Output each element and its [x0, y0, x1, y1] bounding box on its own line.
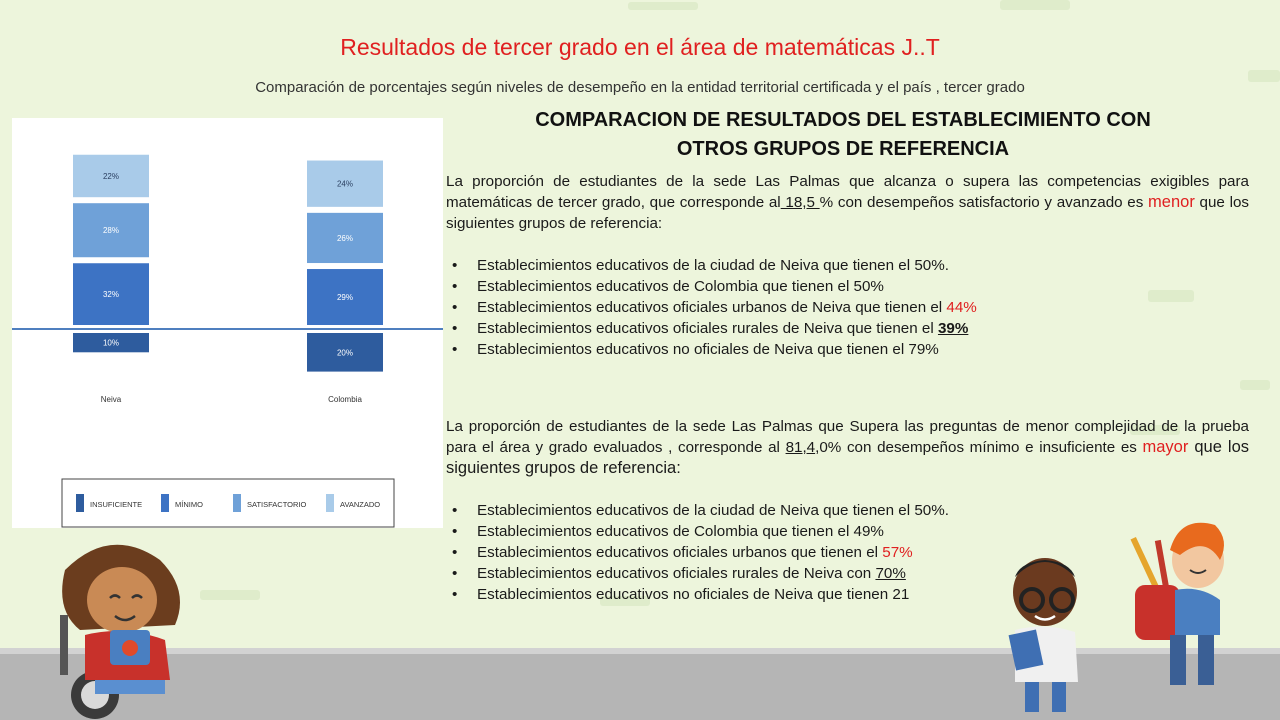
legend-swatch	[161, 494, 169, 512]
list-item	[446, 339, 1249, 360]
paragraph-1-keyword: menor	[1148, 193, 1195, 211]
bar-data-label: 26%	[336, 233, 354, 243]
paragraph-2	[446, 416, 1249, 479]
bar-data-label: 10%	[102, 338, 120, 348]
background-dash	[1240, 380, 1270, 390]
legend-label: AVANZADO	[340, 500, 381, 509]
bar-data-label: 28%	[102, 226, 120, 236]
legend-swatch	[326, 494, 334, 512]
paragraph-1-text-b: % con desempeños satisfactorio y avanzado es	[819, 194, 1149, 211]
list-item-text: Establecimientos educativos de la ciudad de Neiva que tienen el 50%.	[477, 257, 949, 274]
slide-subtitle: Comparación de porcentajes según niveles de desempeño en la entidad territorial certificada y el país , tercer grado	[255, 79, 1025, 96]
bar-data-label: 20%	[336, 348, 354, 358]
legend-label: INSUFICIENTE	[90, 500, 143, 509]
paragraph-2-text-b: ,0% con desempeños mínimo e insuficiente es	[815, 439, 1143, 456]
list-item-text: Establecimientos educativos no oficiales de Neiva que tienen el 79%	[477, 341, 939, 358]
bar-data-label: 22%	[102, 171, 120, 181]
paragraph-2-text-c: que los siguientes grupos de referencia:	[446, 438, 1249, 477]
background-dash	[1000, 0, 1070, 10]
list-item	[446, 297, 1249, 318]
slide-title: Resultados de tercer grado en el área de matemáticas J..T	[340, 34, 940, 60]
section-heading-line1: COMPARACION DE RESULTADOS DEL ESTABLECIMIENTO CON	[535, 109, 1151, 131]
list-item	[446, 318, 1249, 339]
section-heading-line2: OTROS GRUPOS DE REFERENCIA	[676, 138, 1010, 160]
list-item-highlight: 70%	[875, 565, 906, 582]
stacked-bar-chart	[12, 118, 443, 528]
paragraph-2-keyword: mayor	[1142, 438, 1189, 456]
paragraph-1	[446, 171, 1249, 234]
girl-wheelchair-illustration	[40, 530, 230, 720]
bullet-list-1	[446, 255, 1249, 360]
paragraph-1-value: 18,5	[780, 194, 820, 211]
paragraph-2-value: 81,4	[785, 439, 816, 456]
paragraph-1-text-c: que los siguientes grupos de referencia:	[446, 194, 1249, 232]
list-item-text: Establecimientos educativos no oficiales de Neiva que tienen 21	[477, 586, 910, 603]
background-dash	[628, 2, 698, 10]
bar-data-label: 32%	[102, 290, 120, 300]
list-item-text: Establecimientos educativos de la ciudad de Neiva que tienen el 50%.	[477, 502, 949, 519]
list-item	[446, 255, 1249, 276]
list-item-text: Establecimientos educativos de Colombia que tienen el 49%	[477, 523, 884, 540]
category-label: Colombia	[328, 395, 362, 404]
list-item-highlight: 44%	[946, 299, 977, 316]
legend-swatch	[233, 494, 241, 512]
boy-backpack-illustration	[1120, 515, 1230, 695]
list-item-highlight: 57%	[882, 544, 913, 561]
bar-data-label: 29%	[336, 293, 354, 303]
list-item-highlight: 39%	[937, 320, 969, 337]
legend-label: SATISFACTORIO	[247, 500, 307, 509]
list-item-text: Establecimientos educativos de Colombia que tienen el 50%	[477, 278, 884, 295]
paragraph-2-text: La proporción de estudiantes de la sede Las Palmas que Supera las preguntas de menor complejidad de la prueba para el área y grado evaluados , corresponde al	[446, 418, 1249, 456]
list-item-text: Establecimientos educativos oficiales urbanos de Neiva que tienen el	[477, 299, 947, 316]
legend-label: MÍNIMO	[175, 500, 203, 509]
list-item-text: Establecimientos educativos oficiales rurales de Neiva con	[477, 565, 876, 582]
list-item-text: Establecimientos educativos oficiales rurales de Neiva que tienen el	[477, 320, 938, 337]
boy-glasses-illustration	[990, 552, 1100, 720]
list-item-text: Establecimientos educativos oficiales urbanos que tienen el	[477, 544, 883, 561]
legend-swatch	[76, 494, 84, 512]
text-block-1	[446, 171, 1249, 360]
bar-data-label: 24%	[336, 179, 354, 189]
category-label: Neiva	[100, 395, 122, 404]
list-item	[446, 276, 1249, 297]
paragraph-1-text: La proporción de estudiantes de la sede Las Palmas que alcanza o supera las competencias exigibles para matemáticas de tercer grado, que corresponde al	[446, 173, 1249, 211]
section-heading	[446, 106, 1240, 164]
chart-panel	[12, 118, 443, 528]
